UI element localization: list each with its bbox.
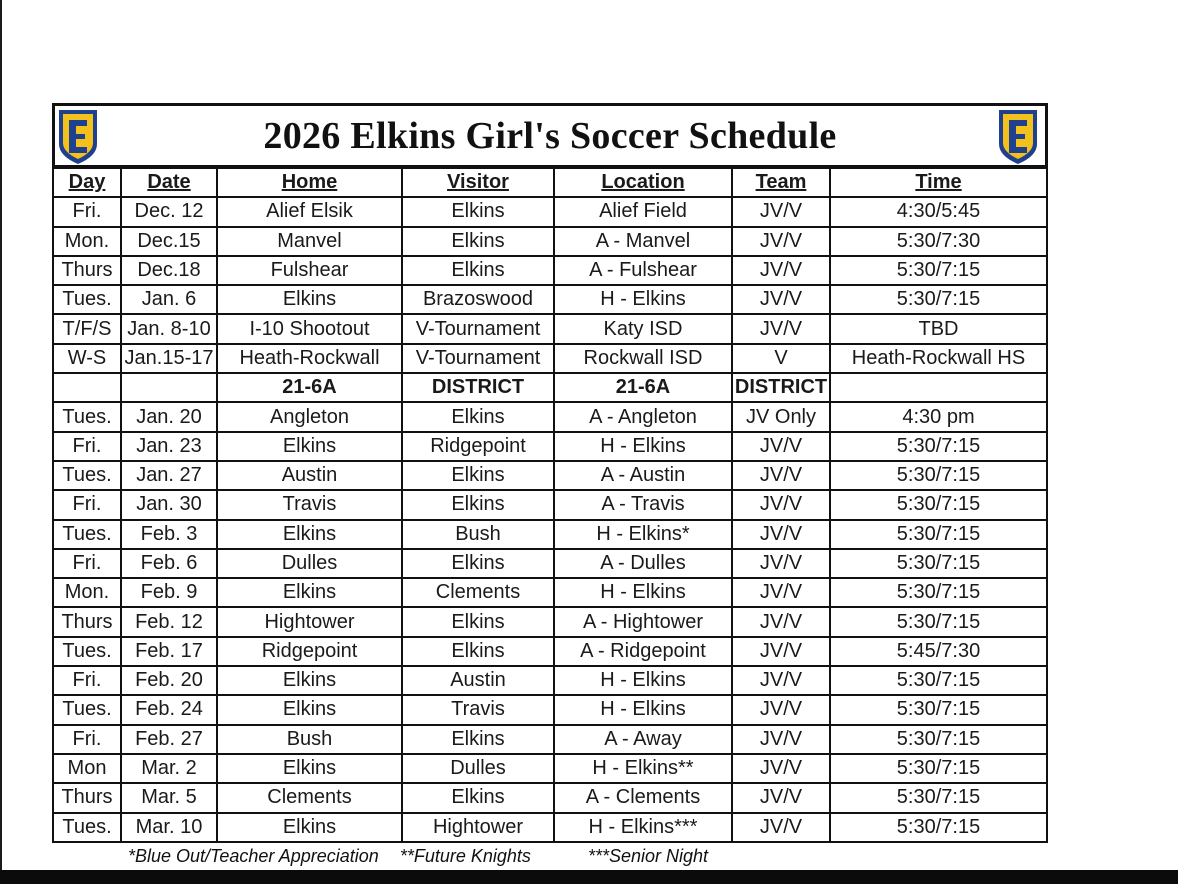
cell-date: Mar. 5: [121, 783, 217, 812]
cell-time: 5:30/7:15: [830, 578, 1047, 607]
cell-time: TBD: [830, 314, 1047, 343]
cell-date: Feb. 12: [121, 607, 217, 636]
cell-time: 5:30/7:15: [830, 285, 1047, 314]
cell-team: JV/V: [732, 314, 830, 343]
cell-team: V: [732, 344, 830, 373]
cell-location: Rockwall ISD: [554, 344, 732, 373]
cell-visitor: Elkins: [402, 725, 554, 754]
schedule-table-container: [52, 103, 1048, 843]
cell-team: JV/V: [732, 227, 830, 256]
cell-home: 21-6A: [217, 373, 402, 402]
cell-date: Feb. 6: [121, 549, 217, 578]
cell-time: 5:30/7:15: [830, 520, 1047, 549]
cell-day: Fri.: [53, 197, 121, 226]
footnote-blue-out: *Blue Out/Teacher Appreciation: [128, 846, 379, 866]
table-row: [53, 227, 1047, 256]
cell-visitor: Elkins: [402, 637, 554, 666]
cell-visitor: Austin: [402, 666, 554, 695]
cell-day: W-S: [53, 344, 121, 373]
table-row: [53, 520, 1047, 549]
cell-home: Heath-Rockwall: [217, 344, 402, 373]
cell-home: Bush: [217, 725, 402, 754]
cell-location: H - Elkins: [554, 285, 732, 314]
cell-visitor: Dulles: [402, 754, 554, 783]
footnote-senior-night: ***Senior Night: [587, 846, 709, 866]
cell-day: Mon.: [53, 578, 121, 607]
cell-visitor: Elkins: [402, 402, 554, 431]
title-bar: [52, 103, 1048, 167]
table-row: [53, 285, 1047, 314]
cell-team: JV/V: [732, 695, 830, 724]
cell-visitor: Elkins: [402, 197, 554, 226]
cell-date: Jan. 8-10: [121, 314, 217, 343]
cell-home: Elkins: [217, 432, 402, 461]
cell-team: JV/V: [732, 578, 830, 607]
column-header-home: [217, 168, 402, 197]
cell-day: Thurs: [53, 256, 121, 285]
cell-date: Feb. 27: [121, 725, 217, 754]
cell-home: Dulles: [217, 549, 402, 578]
cell-time: 5:30/7:15: [830, 549, 1047, 578]
cell-date: Jan.15-17: [121, 344, 217, 373]
cell-team: JV/V: [732, 432, 830, 461]
cell-team: JV/V: [732, 461, 830, 490]
cell-home: Fulshear: [217, 256, 402, 285]
cell-visitor: Elkins: [402, 256, 554, 285]
table-row: [53, 490, 1047, 519]
cell-date: Jan. 27: [121, 461, 217, 490]
cell-location: Alief Field: [554, 197, 732, 226]
cell-time: 5:30/7:30: [830, 227, 1047, 256]
cell-time: 4:30 pm: [830, 402, 1047, 431]
table-row: [53, 314, 1047, 343]
column-label: Team: [755, 171, 807, 194]
table-row: [53, 402, 1047, 431]
cell-date: [121, 373, 217, 402]
cell-visitor: Hightower: [402, 813, 554, 842]
table-row: [53, 725, 1047, 754]
cell-location: H - Elkins: [554, 578, 732, 607]
cell-visitor: Elkins: [402, 549, 554, 578]
table-row: [53, 695, 1047, 724]
cell-location: H - Elkins*: [554, 520, 732, 549]
cell-location: A - Hightower: [554, 607, 732, 636]
cell-visitor: Elkins: [402, 607, 554, 636]
cell-time: 5:30/7:15: [830, 725, 1047, 754]
cell-day: Thurs: [53, 783, 121, 812]
cell-visitor: V-Tournament: [402, 344, 554, 373]
cell-location: H - Elkins: [554, 432, 732, 461]
district-divider-row: [53, 373, 1047, 402]
cell-time: 5:45/7:30: [830, 637, 1047, 666]
cell-day: [53, 373, 121, 402]
table-row: [53, 754, 1047, 783]
cell-location: A - Fulshear: [554, 256, 732, 285]
cell-time: 5:30/7:15: [830, 783, 1047, 812]
cell-date: Dec.18: [121, 256, 217, 285]
cell-home: Hightower: [217, 607, 402, 636]
cell-team: JV/V: [732, 285, 830, 314]
cell-date: Dec.15: [121, 227, 217, 256]
cell-location: A - Dulles: [554, 549, 732, 578]
cell-home: Elkins: [217, 285, 402, 314]
cell-time: 5:30/7:15: [830, 666, 1047, 695]
cell-location: A - Ridgepoint: [554, 637, 732, 666]
cell-time: 5:30/7:15: [830, 432, 1047, 461]
column-label: Visitor: [447, 171, 509, 194]
cell-team: JV/V: [732, 813, 830, 842]
table-row: [53, 461, 1047, 490]
cell-date: Feb. 3: [121, 520, 217, 549]
table-row: [53, 578, 1047, 607]
table-row: [53, 813, 1047, 842]
cell-day: Thurs: [53, 607, 121, 636]
cell-visitor: Elkins: [402, 783, 554, 812]
cell-home: Manvel: [217, 227, 402, 256]
cell-date: Dec. 12: [121, 197, 217, 226]
cell-time: 5:30/7:15: [830, 813, 1047, 842]
cell-home: Austin: [217, 461, 402, 490]
column-label: Day: [68, 171, 106, 194]
cell-home: Elkins: [217, 695, 402, 724]
cell-home: Elkins: [217, 666, 402, 695]
cell-date: Feb. 17: [121, 637, 217, 666]
cell-time: 5:30/7:15: [830, 754, 1047, 783]
cell-home: Travis: [217, 490, 402, 519]
footnote-future-knights: **Future Knights: [399, 846, 531, 866]
cell-team: JV/V: [732, 637, 830, 666]
cell-home: I-10 Shootout: [217, 314, 402, 343]
cell-day: Tues.: [53, 520, 121, 549]
cell-team: JV/V: [732, 256, 830, 285]
cell-day: Tues.: [53, 461, 121, 490]
cell-team: JV/V: [732, 490, 830, 519]
table-row: [53, 666, 1047, 695]
cell-home: Elkins: [217, 754, 402, 783]
table-row: [53, 637, 1047, 666]
cell-location: A - Manvel: [554, 227, 732, 256]
page-title: 2026 Elkins Girl's Soccer Schedule: [263, 114, 837, 157]
cell-home: Angleton: [217, 402, 402, 431]
cell-time: 5:30/7:15: [830, 490, 1047, 519]
column-header-date: [121, 168, 217, 197]
cell-day: Tues.: [53, 637, 121, 666]
cell-team: JV/V: [732, 520, 830, 549]
cell-location: A - Austin: [554, 461, 732, 490]
cell-location: A - Clements: [554, 783, 732, 812]
column-label: Location: [601, 171, 685, 194]
cell-location: A - Angleton: [554, 402, 732, 431]
cell-location: H - Elkins: [554, 695, 732, 724]
cell-date: Feb. 20: [121, 666, 217, 695]
cell-home: Ridgepoint: [217, 637, 402, 666]
cell-date: Feb. 24: [121, 695, 217, 724]
cell-location: A - Away: [554, 725, 732, 754]
cell-date: Jan. 20: [121, 402, 217, 431]
cell-day: Tues.: [53, 285, 121, 314]
table-row: [53, 549, 1047, 578]
cell-date: Jan. 30: [121, 490, 217, 519]
cell-home: Elkins: [217, 813, 402, 842]
cell-location: Katy ISD: [554, 314, 732, 343]
cell-visitor: Elkins: [402, 227, 554, 256]
cell-date: Mar. 2: [121, 754, 217, 783]
cell-team: JV/V: [732, 666, 830, 695]
cell-time: Heath-Rockwall HS: [830, 344, 1047, 373]
cell-visitor: V-Tournament: [402, 314, 554, 343]
cell-location: 21-6A: [554, 373, 732, 402]
cell-visitor: Clements: [402, 578, 554, 607]
cell-team: JV/V: [732, 607, 830, 636]
cell-visitor: Bush: [402, 520, 554, 549]
column-label: Time: [915, 171, 962, 194]
cell-day: Fri.: [53, 432, 121, 461]
column-label: Date: [147, 171, 191, 194]
header-row: [53, 168, 1047, 197]
cell-day: Mon.: [53, 227, 121, 256]
column-header-team: [732, 168, 830, 197]
cell-visitor: Brazoswood: [402, 285, 554, 314]
elkins-logo-icon: [57, 108, 99, 166]
cell-location: H - Elkins: [554, 666, 732, 695]
footnotes: [128, 846, 724, 867]
cell-visitor: Elkins: [402, 461, 554, 490]
cell-team: JV Only: [732, 402, 830, 431]
cell-team: JV/V: [732, 197, 830, 226]
elkins-logo-icon: [997, 108, 1039, 166]
cell-team: JV/V: [732, 549, 830, 578]
cell-visitor: Ridgepoint: [402, 432, 554, 461]
cell-team: DISTRICT: [732, 373, 830, 402]
cell-day: Fri.: [53, 490, 121, 519]
cell-day: Fri.: [53, 549, 121, 578]
cell-time: 4:30/5:45: [830, 197, 1047, 226]
cell-home: Clements: [217, 783, 402, 812]
cell-home: Alief Elsik: [217, 197, 402, 226]
cell-day: Mon: [53, 754, 121, 783]
table-row: [53, 344, 1047, 373]
cell-visitor: DISTRICT: [402, 373, 554, 402]
cell-date: Jan. 6: [121, 285, 217, 314]
cell-day: Fri.: [53, 725, 121, 754]
cell-location: H - Elkins**: [554, 754, 732, 783]
cell-location: A - Travis: [554, 490, 732, 519]
cell-team: JV/V: [732, 754, 830, 783]
cell-day: Tues.: [53, 402, 121, 431]
column-header-visitor: [402, 168, 554, 197]
column-header-location: [554, 168, 732, 197]
cell-day: Fri.: [53, 666, 121, 695]
table-row: [53, 607, 1047, 636]
cell-location: H - Elkins***: [554, 813, 732, 842]
cell-team: JV/V: [732, 725, 830, 754]
cell-time: 5:30/7:15: [830, 607, 1047, 636]
cell-team: JV/V: [732, 783, 830, 812]
cell-home: Elkins: [217, 520, 402, 549]
cell-day: Tues.: [53, 813, 121, 842]
cell-visitor: Travis: [402, 695, 554, 724]
table-row: [53, 256, 1047, 285]
cell-date: Jan. 23: [121, 432, 217, 461]
cell-day: T/F/S: [53, 314, 121, 343]
cell-time: [830, 373, 1047, 402]
table-row: [53, 432, 1047, 461]
column-label: Home: [281, 171, 338, 194]
cell-time: 5:30/7:15: [830, 256, 1047, 285]
column-header-time: [830, 168, 1047, 197]
cell-date: Mar. 10: [121, 813, 217, 842]
table-row: [53, 197, 1047, 226]
cell-time: 5:30/7:15: [830, 461, 1047, 490]
schedule-table: [52, 167, 1048, 843]
table-row: [53, 783, 1047, 812]
cell-day: Tues.: [53, 695, 121, 724]
cell-home: Elkins: [217, 578, 402, 607]
cell-visitor: Elkins: [402, 490, 554, 519]
cell-time: 5:30/7:15: [830, 695, 1047, 724]
cell-date: Feb. 9: [121, 578, 217, 607]
column-header-day: [53, 168, 121, 197]
